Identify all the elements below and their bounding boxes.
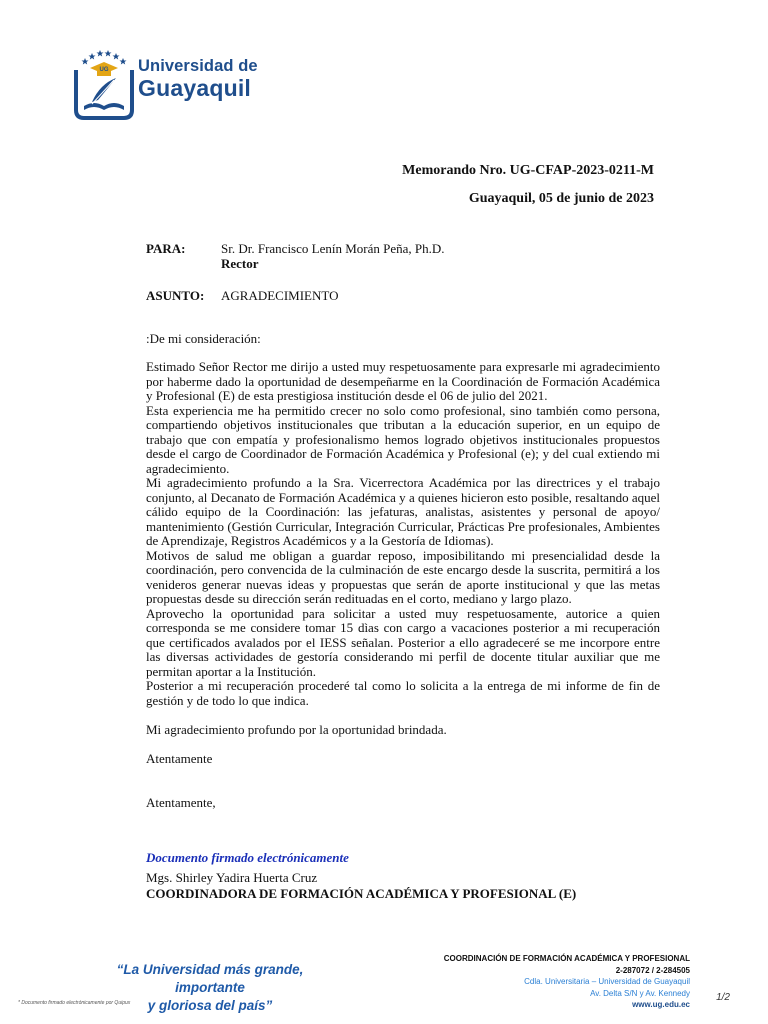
university-logo [70, 44, 260, 124]
logo-line2: Guayaquil [138, 74, 251, 101]
footer-phones: 2-287072 / 2-284505 [615, 965, 690, 975]
slogan-line2: y gloriosa del país” [147, 998, 273, 1013]
closing-regards: Atentamente [146, 751, 213, 766]
para-label: PARA: [146, 241, 186, 256]
asunto-value: AGRADECIMIENTO [221, 288, 339, 303]
greeting: :De mi consideración: [146, 331, 261, 346]
footer-contact [444, 953, 690, 1011]
page-number: 1/2 [716, 992, 730, 1003]
university-crest-icon [70, 44, 136, 122]
paragraph: Mi agradecimiento profundo a la Sra. Vicerrectora Académica por las directrices y el trabajo conjunto, al Decanato de Formación Académica y a quienes hicieron esto posible, resaltando aquel cálido equipo de la Coordinación: las jefaturas, analistas, asistentes y personal de apoyo/ mantenimiento (Gestión Curricular, Integración Curricular, Prácticas Pre profesionales, Ambientes de Aprendizaje, Registros Académicos y a la Gestoría de Idiomas). [146, 475, 660, 548]
footer-website-link[interactable]: www.ug.edu.ec [632, 1000, 690, 1009]
paragraph: Esta experiencia me ha permitido crecer no solo como profesional, sino también como persona, compartiendo objetivos institucionales que tributan a la educación superior, en un equipo de trabajo que con empatía y profesionalismo hemos logrado objetivos institucionales propuestos desde el cargo de Coordinador de Formación Académica y Profesional (e); y del cual extiendo mi agradecimiento. [146, 402, 660, 476]
closing-regards-2: Atentamente, [146, 795, 216, 810]
para-name: Sr. Dr. Francisco Lenín Morán Peña, Ph.D. [221, 241, 445, 256]
quipux-note: * Documento firmado electrónicamente por Quipux [18, 1000, 131, 1006]
paragraph: Estimado Señor Rector me dirijo a usted muy respetuosamente para expresarle mi agradecimiento por haberme dado la oportunidad de desempeñarme en la Coordinación de Formación Académica y Profesional (E) de esta prestigiosa institución desde el 06 de julio del 2021. [146, 359, 660, 403]
footer-address-2: Av. Delta S/N y Av. Kennedy [590, 988, 690, 998]
slogan-line1: “La Universidad más grande, importante [116, 962, 304, 995]
asunto-label: ASUNTO: [146, 288, 205, 303]
memo-body [146, 360, 660, 708]
footer-slogan [90, 961, 330, 1015]
svg-text:UG: UG [99, 67, 109, 73]
memo-number: Memorando Nro. UG-CFAP-2023-0211-M [402, 163, 654, 178]
electronic-signature-note: Documento firmado electrónicamente [146, 850, 349, 865]
footer-address-1: Cdla. Universitaria – Universidad de Guayaquil [524, 977, 690, 986]
closing-thanks: Mi agradecimiento profundo por la oportunidad brindada. [146, 722, 447, 737]
signer-role: COORDINADORA DE FORMACIÓN ACADÉMICA Y PROFESIONAL (E) [146, 886, 577, 901]
memo-date: Guayaquil, 05 de junio de 2023 [468, 191, 654, 206]
logo-line1: Universidad de [138, 57, 258, 75]
paragraph: Aprovecho la oportunidad para solicitar a usted muy respetuosamente, autorice a quien corresponda se me considere tomar 15 dìas con cargo a vacaciones posterior a mi recuperación que certificados avalados por el IESS señalan. Posterior a ello agradeceré se me incorpore entre las diversas actividades de gestoría considerando mi perfil de docente titular auxiliar que me permitan aportar a la Institución. [146, 605, 660, 679]
university-name [138, 58, 258, 100]
footer-department: COORDINACIÓN DE FORMACIÓN ACADÉMICA Y PROFESIONAL [443, 954, 690, 963]
paragraph: Posterior a mi recuperación procederé tal como lo solicita a la entrega de mi informe de fin de gestión y de todo lo que indica. [146, 678, 660, 708]
paragraph: Motivos de salud me obligan a guardar reposo, imposibilitando mi presencialidad desde la coordinación, pero convencida de la culminación de este encargo desde la suscrita, permitirá a los venideros generar nuevas ideas y propuestas que serán de aporte institucional y que las metas propuestas desde su dirección serán redituadas en el corto, mediano y largo plazo. [146, 547, 660, 606]
para-title: Rector [221, 256, 259, 271]
signer-name: Mgs. Shirley Yadira Huerta Cruz [146, 870, 318, 885]
